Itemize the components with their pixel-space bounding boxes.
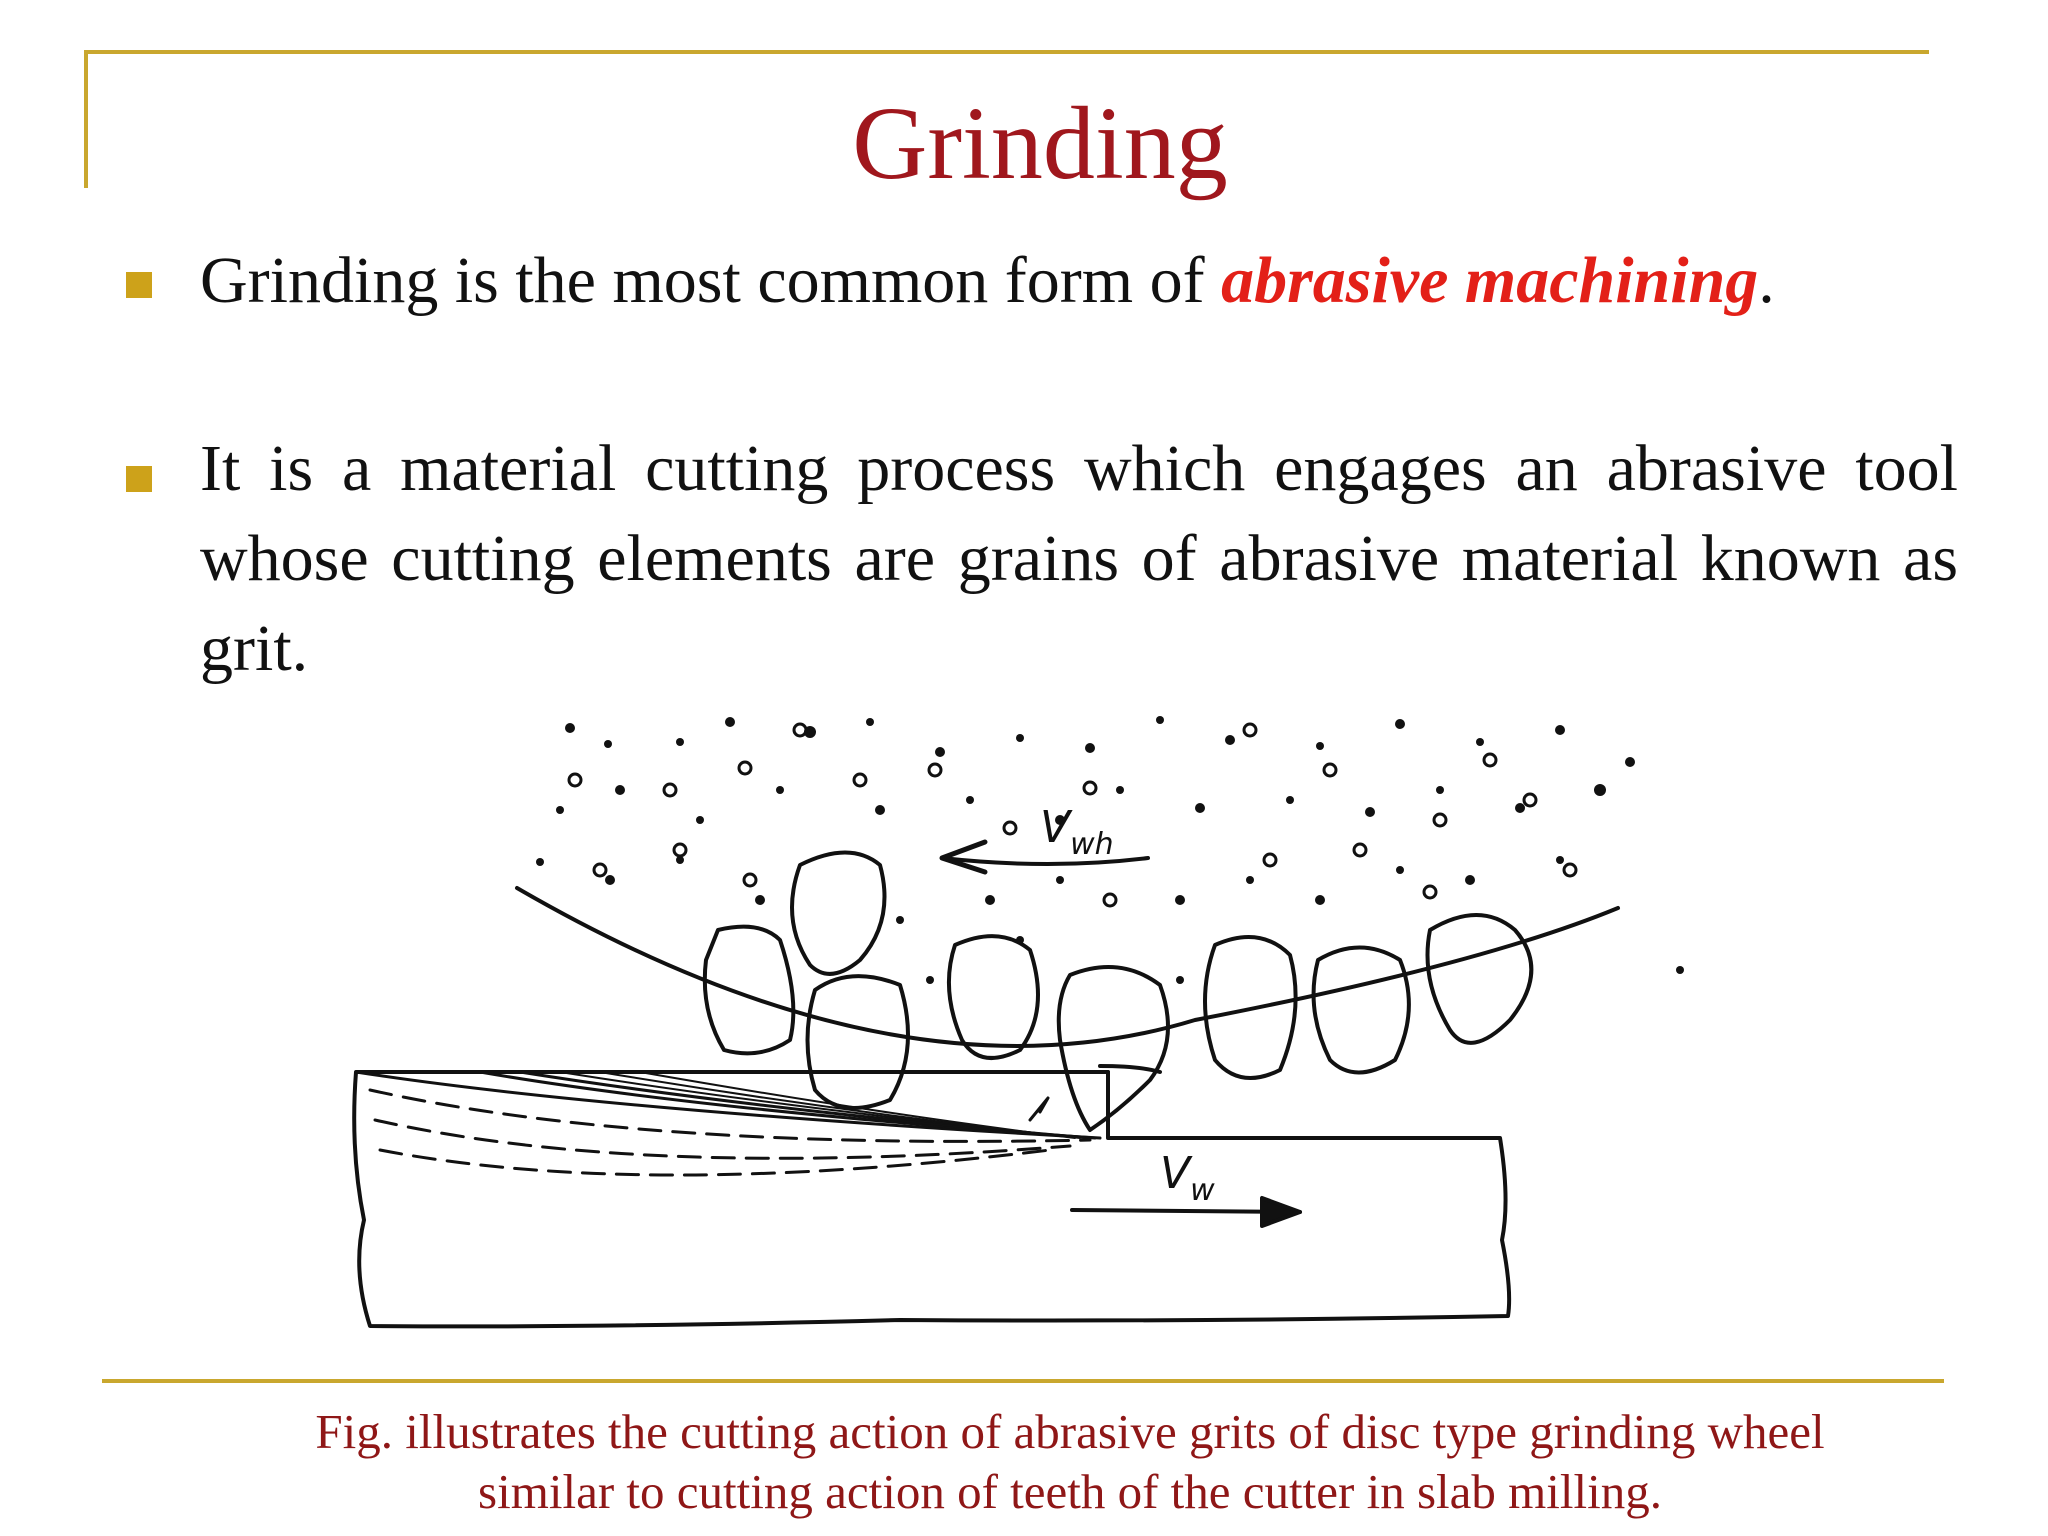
bullet-text-2: It is a material cutting process which engages an abrasive tool whose cutting elements are grains of abrasive material known as grit. bbox=[200, 432, 1958, 685]
slide-title: Grinding bbox=[852, 86, 1228, 201]
bullet-square-icon bbox=[126, 272, 152, 298]
workpiece-outline bbox=[354, 1072, 1509, 1326]
wheel-edge bbox=[517, 888, 1618, 1046]
abrasive-grain bbox=[1428, 915, 1532, 1043]
bullet1-prefix: Grinding is the most common form of bbox=[200, 244, 1222, 317]
bullet-square-icon bbox=[126, 466, 152, 492]
bullet1-emphasis: abrasive machining bbox=[1221, 244, 1759, 317]
top-rule bbox=[84, 50, 1929, 54]
abrasive-grain bbox=[1059, 967, 1168, 1130]
caption-line-2: similar to cutting action of teeth of the cutter in slab milling. bbox=[478, 1464, 1662, 1519]
caption-line-1: Fig. illustrates the cutting action of abrasive grits of disc type grinding wheel bbox=[315, 1404, 1825, 1459]
wheel-velocity-label: $V_{wh}$ bbox=[1040, 802, 1114, 862]
abrasive-grain bbox=[808, 976, 909, 1108]
wheel-velocity-arrow bbox=[942, 858, 1148, 864]
work-velocity-label: $V_w$ bbox=[1160, 1148, 1215, 1208]
bottom-rule bbox=[102, 1379, 1944, 1383]
abrasive-grain bbox=[792, 853, 885, 974]
figure-caption bbox=[170, 1402, 1970, 1522]
grit-rings bbox=[569, 724, 1576, 906]
grinding-diagram bbox=[340, 700, 1700, 1360]
bullet-text-1 bbox=[200, 236, 1958, 326]
abrasive-grain bbox=[949, 936, 1038, 1058]
abrasive-grain bbox=[1314, 948, 1409, 1073]
abrasive-grain bbox=[705, 927, 794, 1054]
bullet1-suffix: . bbox=[1758, 244, 1775, 317]
